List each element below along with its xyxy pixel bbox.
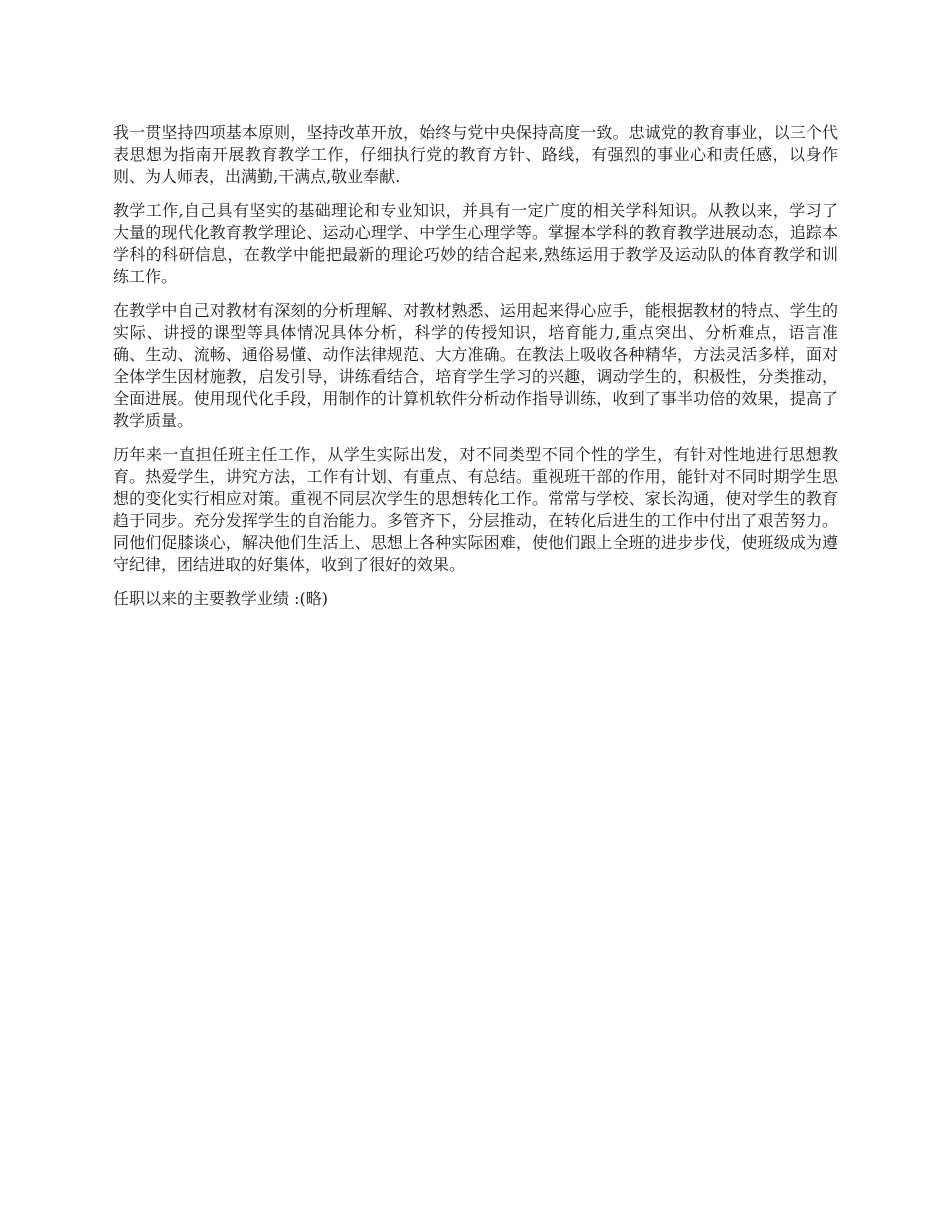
paragraph-class-teacher: 历年来一直担任班主任工作，从学生实际出发，对不同类型不同个性的学生，有针对性地进行思想教育。热爱学生，讲究方法，工作有计划、有重点、有总结。重视班干部的作用，能针对不同时期学生思想的变化实行相应对策。重视不同层次学生的思想转化工作。常常与学校、家长沟通，使对学生的教育趋于同步。充分发挥学生的自治能力。多管齐下，分层推动，在转化后进生的工作中付出了艰苦努力。同他们促膝谈心，解决他们生活上、思想上各种实际困难，使他们跟上全班的进步步伐，使班级成为遵守纪律，团结进取的好集体，收到了很好的效果。 xyxy=(113,445,838,574)
paragraph-teaching-knowledge: 教学工作,自己具有坚实的基础理论和专业知识，并具有一定广度的相关学科知识。从教以来，学习了大量的现代化教育教学理论、运动心理学、中学生心理学等。掌握本学科的教育教学进展动态，追踪本学科的科研信息，在教学中能把最新的理论巧妙的结合起来,熟练运用于教学及运动队的体育教学和训练工作。 xyxy=(113,201,838,286)
paragraph-achievements: 任职以来的主要教学业绩 :(略) xyxy=(113,589,328,608)
paragraph-principles: 我一贯坚持四项基本原则，坚持改革开放，始终与党中央保持高度一致。忠诚党的教育事业，以三个代表思想为指南开展教育教学工作，仔细执行党的教育方针、路线，有强烈的事业心和责任感，以身作则、为人师表，出满勤,干满点,敬业奉献. xyxy=(113,123,838,186)
paragraph-teaching-method: 在教学中自己对教材有深刻的分析理解、对教材熟悉、运用起来得心应手，能根据教材的特点、学生的实际、讲授的课型等具体情况具体分析，科学的传授知识，培育能力,重点突出、分析难点，语言准确、生动、流畅、通俗易懂、动作法律规范、大方准确。在教法上吸收各种精华，方法灵活多样，面对全体学生因材施教，启发引导，讲练看结合，培育学生学习的兴趣，调动学生的，积极性，分类推动，全面进展。使用现代化手段，用制作的计算机软件分析动作指导训练，收到了事半功倍的效果，提高了教学质量。 xyxy=(113,301,838,430)
